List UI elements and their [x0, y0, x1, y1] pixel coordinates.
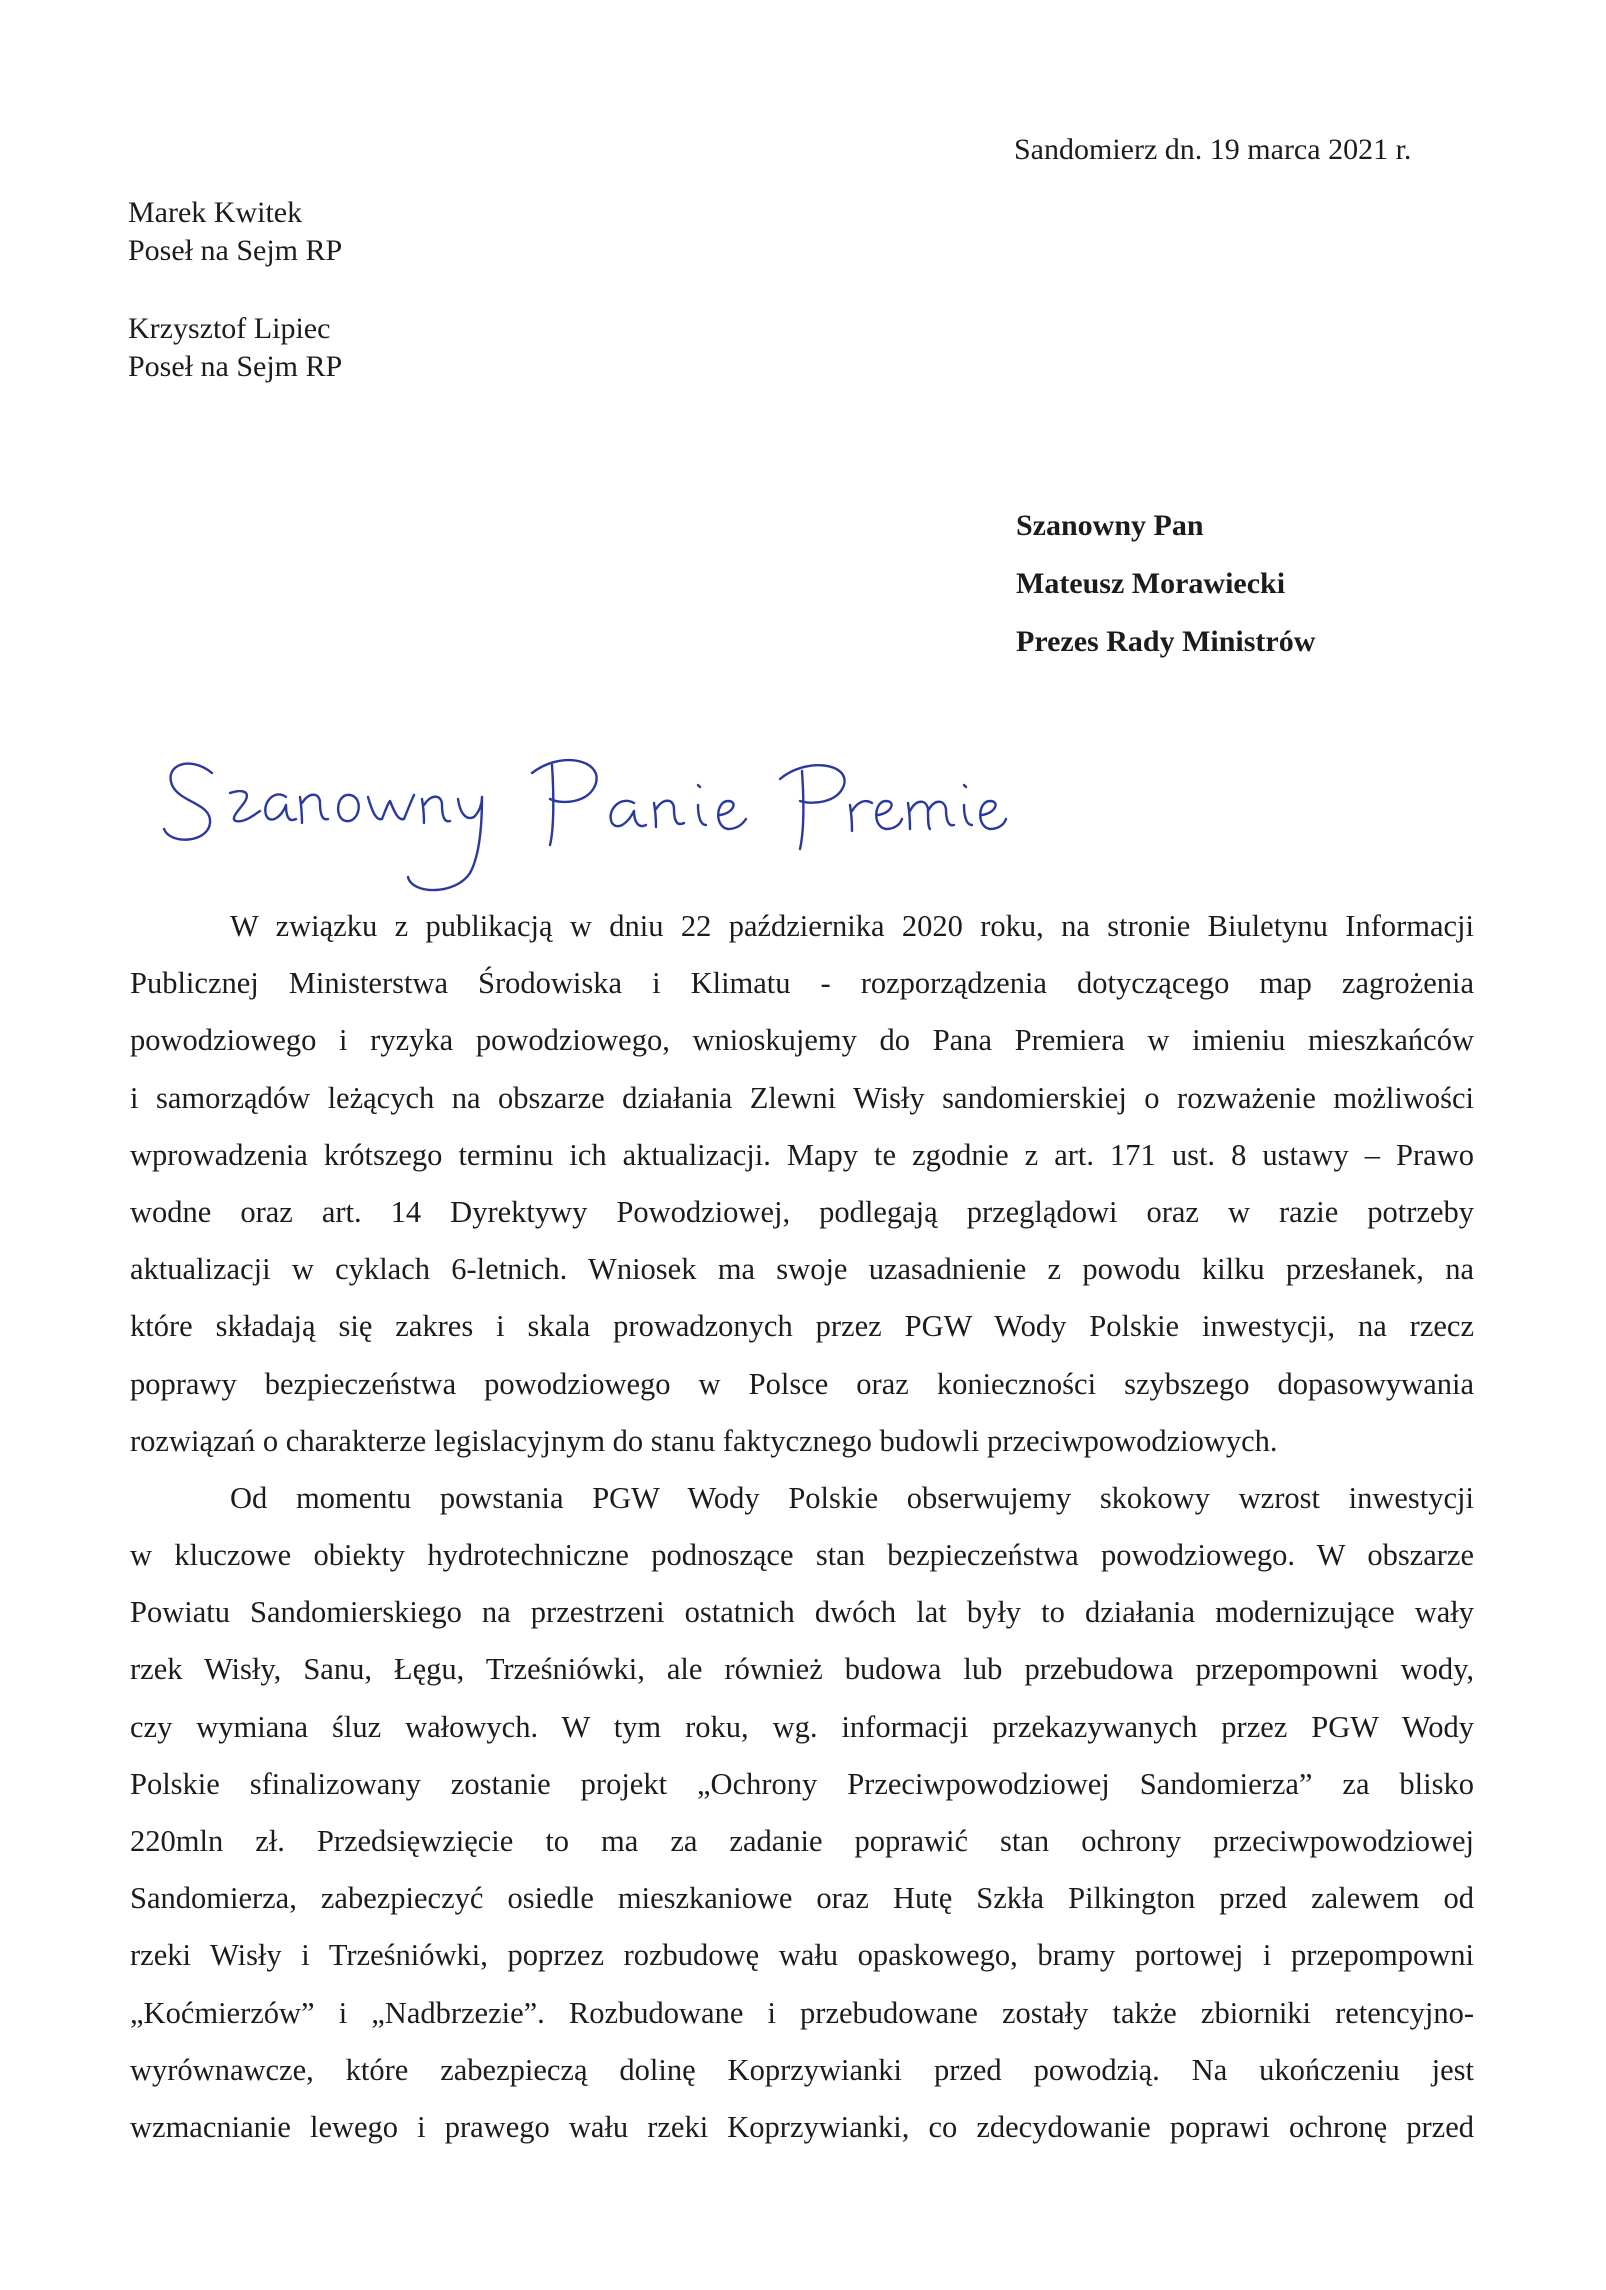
body-line: rzeki Wisły i Trześniówki, poprzez rozbudowę wału opaskowego, bramy portowej i przepompowni: [130, 1938, 1474, 1973]
body-line: powodziowego i ryzyka powodziowego, wnioskujemy do Pana Premiera w imieniu mieszkańców: [130, 1023, 1474, 1058]
body-line: które składają się zakres i skala prowadzonych przez PGW Wody Polskie inwestycji, na rzecz: [130, 1309, 1474, 1344]
handwriting-image: [150, 745, 1030, 905]
body-line: aktualizacji w cyklach 6-letnich. Wniosek ma swoje uzasadnienie z powodu kilku przesłanek, na: [130, 1252, 1474, 1287]
paragraph-2: [130, 1470, 1474, 2156]
body-line: rzek Wisły, Sanu, Łęgu, Trześniówki, ale również budowa lub przebudowa przepompowni wody,: [130, 1652, 1474, 1687]
body-line: Polskie sfinalizowany zostanie projekt „Ochrony Przeciwpowodziowej Sandomierza” za blisko: [130, 1766, 1474, 1801]
sender-title: Poseł na Sejm RP: [128, 234, 343, 267]
body-line: W związku z publikacją w dniu 22 października 2020 roku, na stronie Biuletynu Informacji: [230, 909, 1474, 943]
recipient-salutation: Szanowny Pan: [1016, 509, 1204, 542]
sender-name: Marek Kwitek: [128, 196, 303, 229]
sender-block-2: [128, 310, 342, 386]
recipient-title: Prezes Rady Ministrów: [1016, 625, 1316, 658]
body-line: „Koćmierzów” i „Nadbrzezie”. Rozbudowane i przebudowane zostały także zbiorniki retencyjno-: [130, 1995, 1474, 2030]
body-line: Od momentu powstania PGW Wody Polskie obserwujemy skokowy wzrost inwestycji: [230, 1480, 1474, 1515]
sender-block-1: [128, 194, 342, 270]
letter-body: [130, 898, 1474, 2156]
sender-name: Krzysztof Lipiec: [128, 312, 331, 345]
body-line: Sandomierza, zabezpieczyć osiedle mieszkaniowe oraz Hutę Szkła Pilkington przed zalewem od: [130, 1881, 1474, 1916]
body-line: wyrównawcze, które zabezpieczą dolinę Koprzywianki przed powodzią. Na ukończeniu jest: [130, 2052, 1474, 2087]
body-line: czy wymiana śluz wałowych. W tym roku, wg. informacji przekazywanych przez PGW Wody: [130, 1709, 1474, 1744]
body-line: rozwiązań o charakterze legislacyjnym do stanu faktycznego budowli przeciwpowodziowych.: [130, 1423, 1278, 1458]
body-line: poprawy bezpieczeństwa powodziowego w Polsce oraz konieczności szybszego dopasowywania: [130, 1366, 1474, 1401]
recipient-block: [1016, 497, 1315, 671]
body-line: wodne oraz art. 14 Dyrektywy Powodziowej, podlegają przeglądowi oraz w razie potrzeby: [130, 1194, 1474, 1229]
body-line: i samorządów leżących na obszarze działania Zlewni Wisły sandomierskiej o rozważenie możliwości: [130, 1080, 1474, 1115]
handwritten-salutation: [150, 745, 1030, 905]
body-line: wprowadzenia krótszego terminu ich aktualizacji. Mapy te zgodnie z art. 171 ust. 8 ustawy – Prawo: [130, 1137, 1474, 1172]
body-line: 220mln zł. Przedsięwzięcie to ma za zadanie poprawić stan ochrony przeciwpowodziowej: [130, 1824, 1474, 1858]
body-line: Publicznej Ministerstwa Środowiska i Klimatu - rozporządzenia dotyczącego map zagrożenia: [130, 966, 1474, 1001]
recipient-name: Mateusz Morawiecki: [1016, 567, 1286, 600]
body-line: Powiatu Sandomierskiego na przestrzeni ostatnich dwóch lat były to działania modernizujące wały: [130, 1595, 1474, 1630]
body-line: w kluczowe obiekty hydrotechniczne podnoszące stan bezpieczeństwa powodziowego. W obszarze: [130, 1538, 1474, 1573]
sender-title: Poseł na Sejm RP: [128, 350, 343, 383]
place-and-date: Sandomierz dn. 19 marca 2021 r.: [1014, 133, 1412, 166]
body-line: wzmacnianie lewego i prawego wału rzeki Koprzywianki, co zdecydowanie poprawi ochronę przed: [130, 2109, 1474, 2144]
paragraph-1: [130, 898, 1474, 1470]
